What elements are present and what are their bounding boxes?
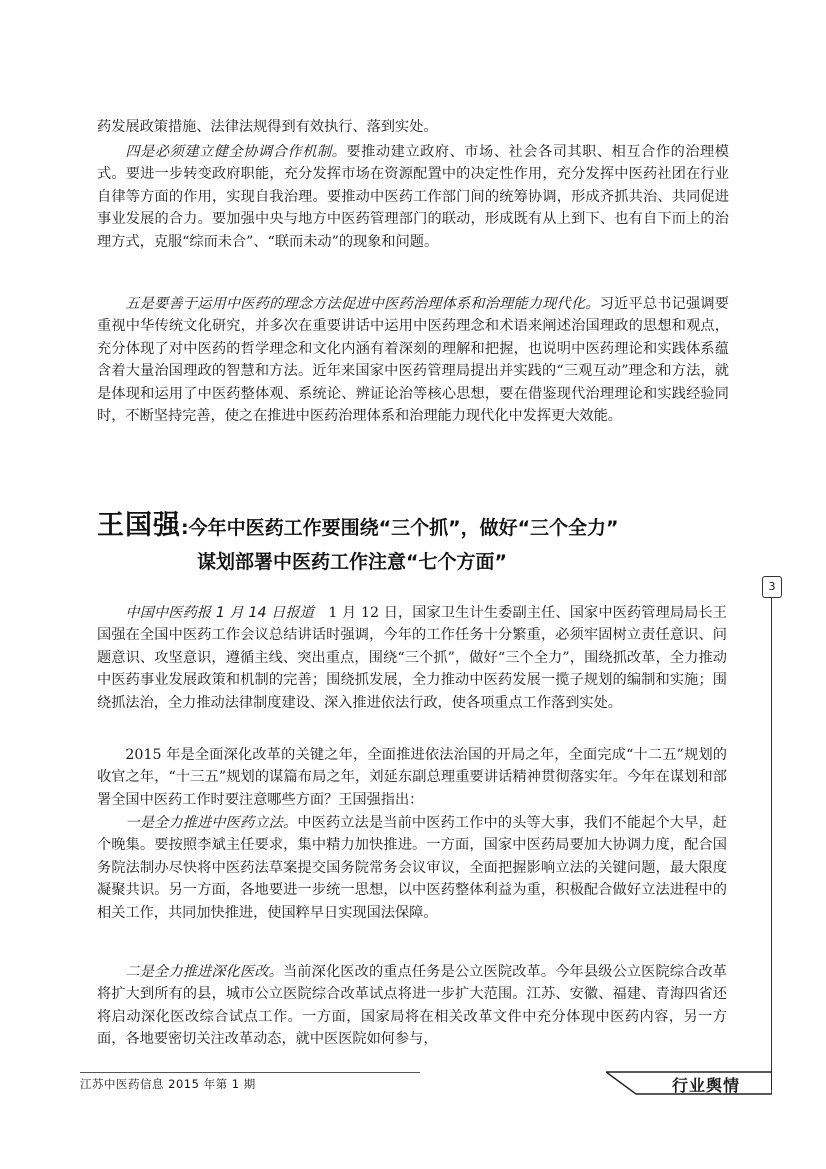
article-paragraph-3 (97, 812, 727, 924)
footer-rule (80, 1072, 420, 1073)
paragraph-text: 药发展政策措施、法律法规得到有效执行、落到实处。 (97, 119, 438, 135)
paragraph-lead: 一是全力推进中医药立法。 (125, 815, 298, 831)
article-paragraph-1 (97, 602, 727, 714)
paragraph-continuation (97, 116, 729, 138)
margin-rule (771, 590, 772, 1090)
article-title (97, 503, 619, 542)
paragraph-text: 1 月 12 日，国家卫生计生委副主任、国家中医药管理局局长王国强在全国中医药工作会议总结讲话时强调，今年的工作任务十分繁重，必须牢固树立责任意识、问题意识、攻坚意识，遵循主线、突出重点，围绕“三个抓”，做好“三个全力”，围绕抓改革，全力推动中医药事业发展政策和机制的完善；围绕抓发展，全力推动中医药发展一揽子规划的编制和实施；围绕抓法治，全力推动法律制度建设、深入推进依法行政，使各项重点工作落到实处。 (97, 605, 727, 711)
article-title-name: 王国强 (97, 510, 181, 541)
page-number-badge: 3 (762, 576, 782, 598)
paragraph-governance-mechanism (97, 141, 729, 253)
paragraph-tcm-concepts (97, 293, 729, 427)
footer-journal-title: 江苏中医药信息 2015 年第 1 期 (80, 1077, 256, 1091)
article-paragraph-4 (97, 961, 727, 1051)
paragraph-text: 中医药立法是当前中医药工作中的头等大事，我们不能起个大早，赶个晚集。要按照李斌主任要求，集中精力加快推进。一方面，国家中医药局要加大协调力度，配合国务院法制办尽快将中医药法草案提交国务院常务会议审议，全面把握影响立法的关键问题，最大限度凝聚共识。另一方面，各地要进一步统一思想，以中医药整体利益为重，积极配合做好立法进程中的相关工作，共同加快推进，使国粹早日实现国法保障。 (97, 815, 727, 921)
paragraph-text: 2015 年是全面深化改革的关键之年，全面推进依法治国的开局之年，全面完成“十二五”规划的收官之年，“十三五”规划的谋篇布局之年，刘延东副总理重要讲话精神贯彻落实年。今年在谋划和部署全国中医药工作时要注意哪些方面？王国强指出： (97, 747, 727, 808)
paragraph-text: 要推动建立政府、市场、社会各司其职、相互合作的治理模式。要进一步转变政府职能，充分发挥市场在资源配置中的决定性作用，充分发挥中医药社团在行业自律等方面的作用，实现自我治理。要推动中医药工作部门间的统筹协调，形成齐抓共治、共同促进事业发展的合力。要加强中央与地方中医药管理部门的联动，形成既有从上到下、也有自下而上的治理方式，克服“综而未合”、“联而未动”的现象和问题。 (97, 144, 729, 250)
footer-section-name: 行业舆情 (672, 1076, 741, 1095)
paragraph-text: 当前深化医改的重点任务是公立医院改革。今年县级公立医院综合改革将扩大到所有的县，城市公立医院综合改革试点将进一步扩大范围。江苏、安徽、福建、青海四省还将启动深化医改综合试点工作。一方面，国家局将在相关改革文件中充分体现中医药内容，另一方面，各地要密切关注改革动态，就中医医院如何参与， (97, 964, 727, 1048)
article-paragraph-2 (97, 744, 727, 811)
article-title-rest: :今年中医药工作要围绕“三个抓”，做好“三个全力” (181, 517, 619, 539)
paragraph-lead: 二是全力推进深化医改。 (125, 964, 283, 980)
paragraph-lead: 五是要善于运用中医药的理念方法促进中医药治理体系和治理能力现代化。 (125, 296, 600, 312)
paragraph-text: 习近平总书记强调要重视中华传统文化研究，并多次在重要讲话中运用中医药理念和术语来阐述治国理政的思想和观点，充分体现了对中医药的哲学理念和文化内涵有着深刻的理解和把握，也说明中医药理论和实践体系蕴含着大量治国理政的智慧和方法。近年来国家中医药管理局提出并实践的“三观互动”理念和方法，就是体现和运用了中医药整体观、系统论、辨证论治等核心思想，要在借鉴现代治理理论和实践经验同时，不断坚持完善，使之在推进中医药治理体系和治理能力现代化中发挥更大效能。 (97, 296, 729, 425)
paragraph-lead: 四是必须建立健全协调合作机制。 (125, 144, 347, 160)
article-subtitle: 谋划部署中医药工作注意“七个方面” (197, 551, 507, 573)
paragraph-lead: 中国中医药报 1 月 14 日报道 (125, 605, 315, 621)
